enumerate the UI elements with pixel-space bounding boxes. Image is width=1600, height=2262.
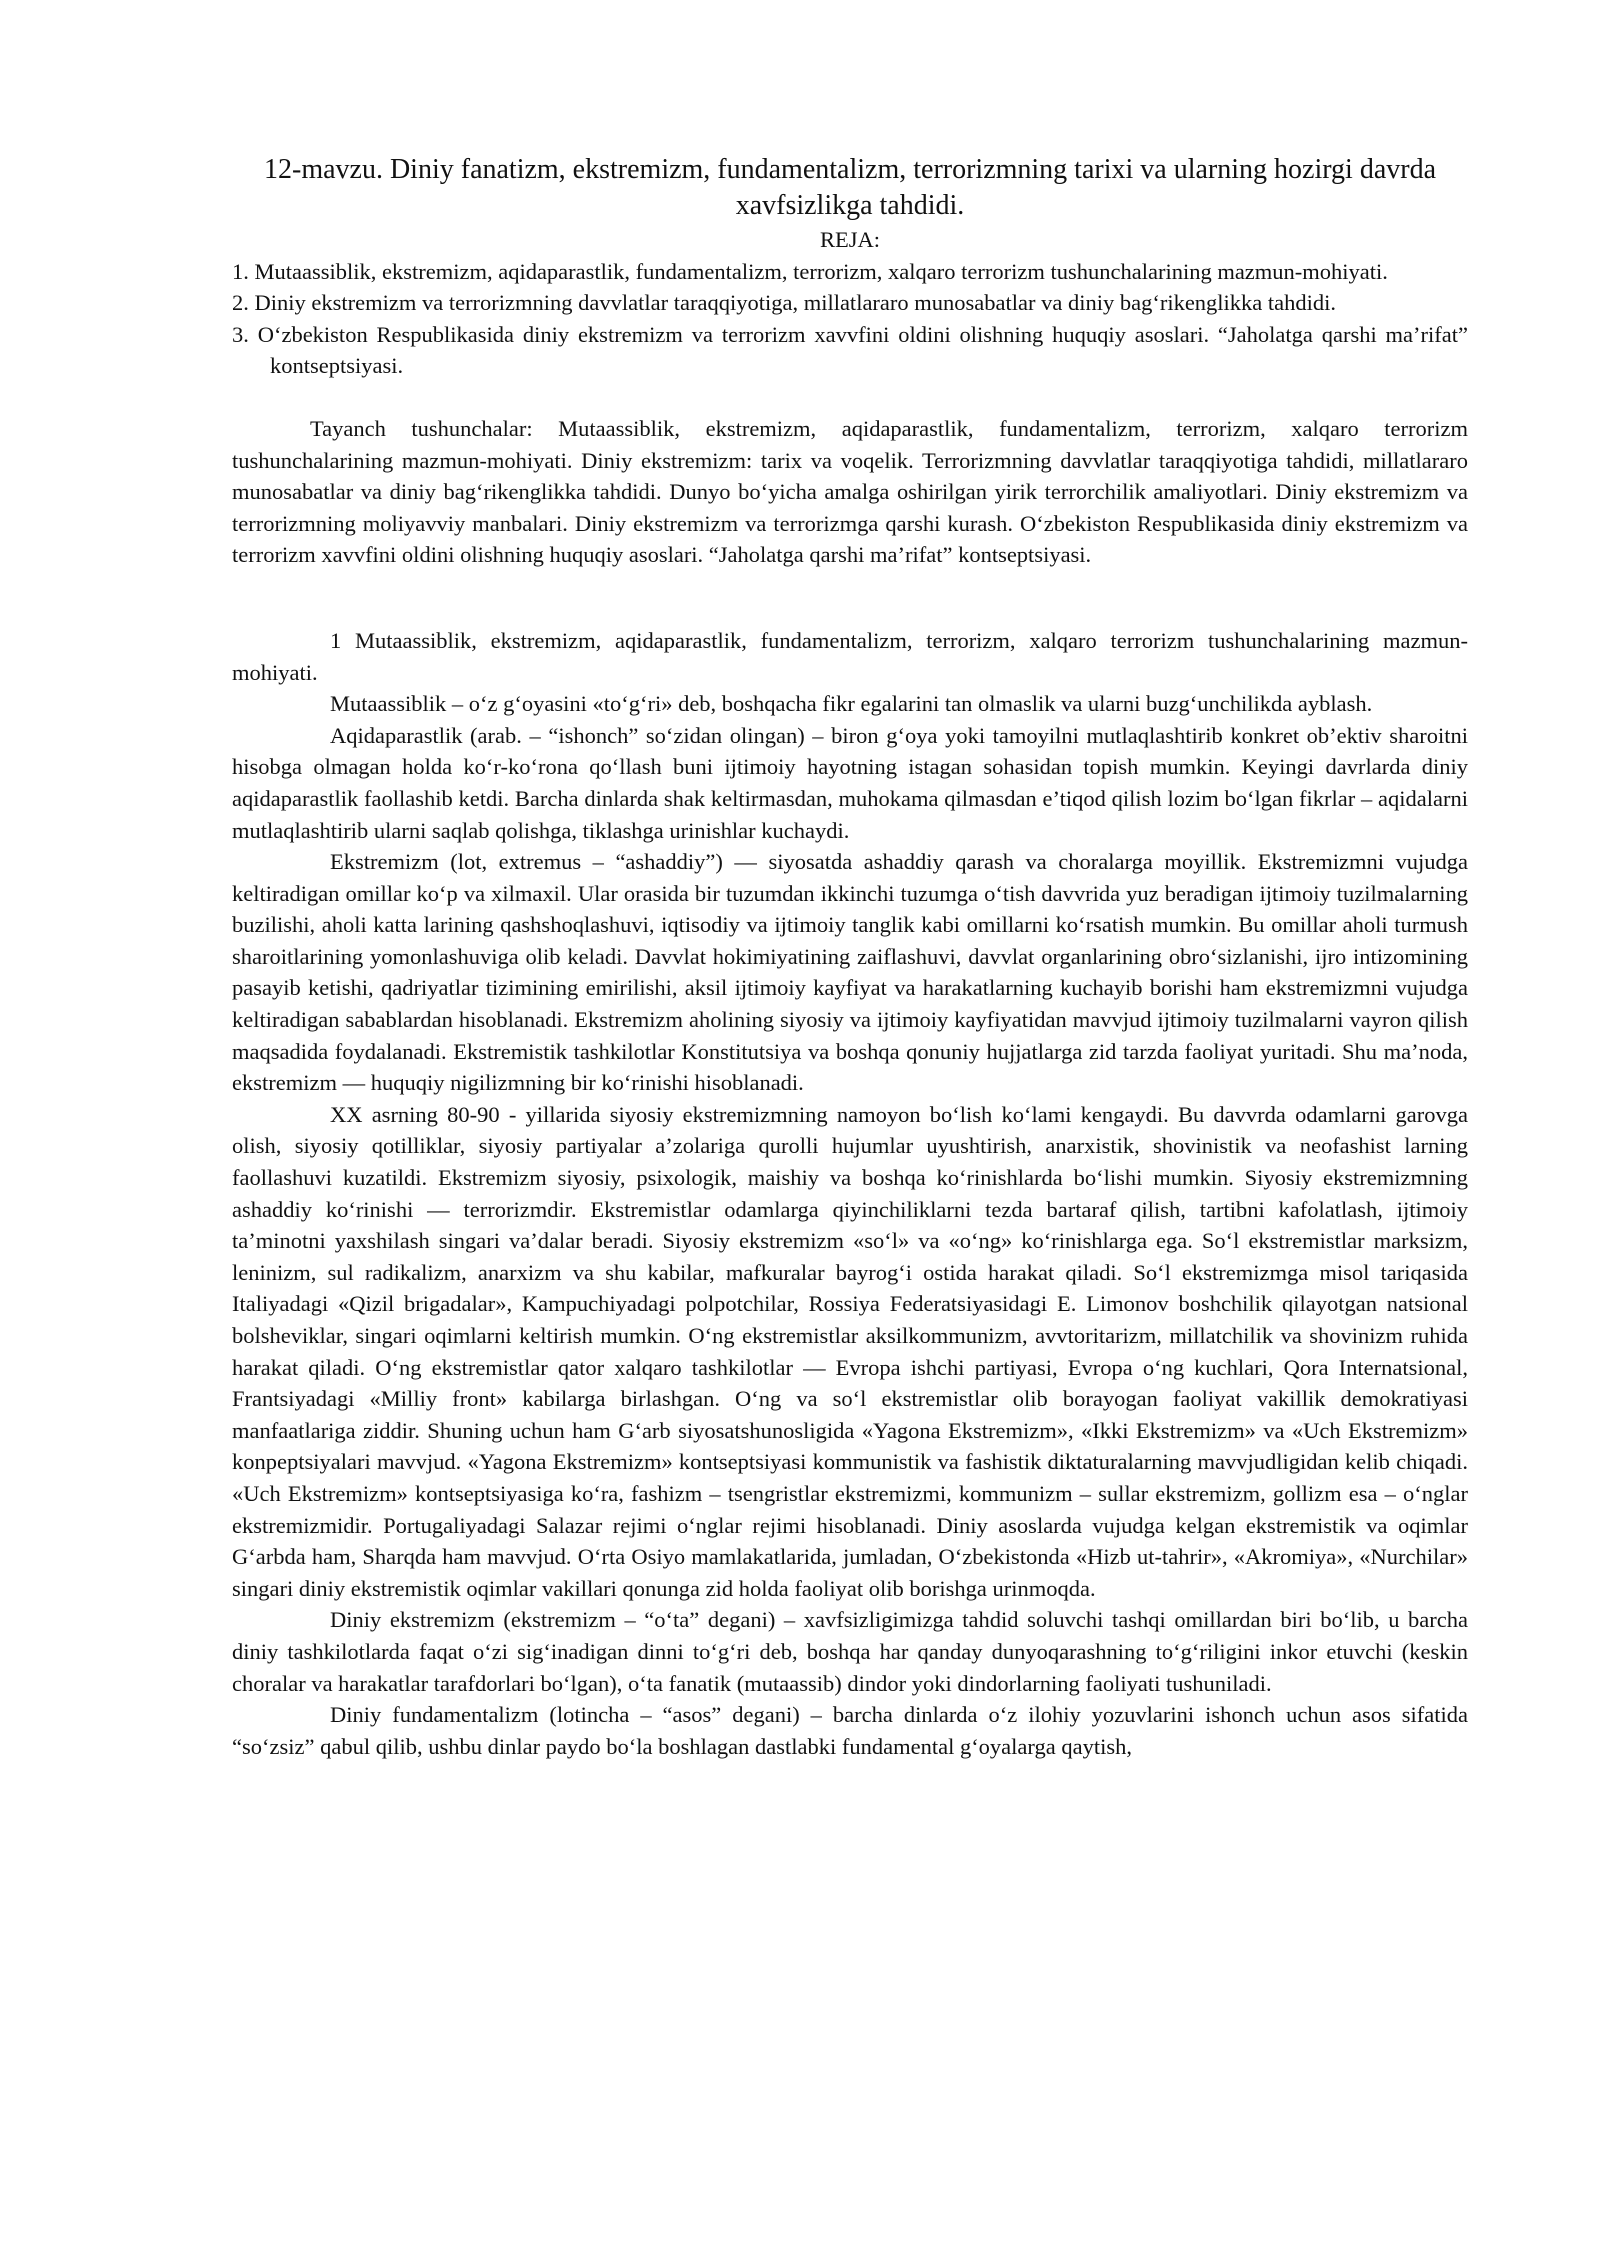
plan-item: 1. Mutaassiblik, ekstremizm, aqidaparastlik, fundamentalizm, terrorizm, xalqaro terrorizm tushunchalarining mazmun-mohiyati. — [232, 258, 1388, 284]
body-paragraph: Diniy ekstremizm (ekstremizm – “o‘ta” degani) – xavfsizligimizga tahdid soluvchi tashqi omillardan biri bo‘lib, u barcha diniy tashkilotlarda faqat o‘zi sig‘inadigan dinni to‘g‘ri deb, boshqa har qanday dunyoqarashning to‘g‘riligini inkor etuvchi (keskin choralar va harakatlar tarafdorlari bo‘lgan), o‘ta fanatik (mutaassib) dindor yoki dindorlarning faoliyati tushuniladi. — [232, 1607, 1468, 1696]
key-concepts-paragraph: Tayanch tushunchalar: Mutaassiblik, ekstremizm, aqidaparastlik, fundamentalizm, terrorizm, xalqaro terrorizm tushunchalarining mazmun-mohiyati. Diniy ekstremizm: tarix va voqelik. Terrorizmning davvlatlar taraqqiyotiga tahdidi, millatlararo munosabatlar va diniy bag‘rikenglikka tahdidi. Dunyo bo‘yicha amalga oshirilgan yirik terrorchilik amaliyotlari. Diniy ekstremizm va terrorizmning moliyavviy manbalari. Diniy ekstremizm va terrorizmga qarshi kurash. O‘zbekiston Respublikasida diniy ekstremizm va terrorizm xavvfini oldini olishning huquqiy asoslari. “Jaholatga qarshi ma’rifat” kontseptsiyasi. — [232, 415, 1468, 568]
body-paragraph: Ekstremizm (lot, extremus – “ashaddiy”) — siyosatda ashaddiy qarash va choralarga moyillik. Ekstremizmni vujudga keltiradigan omillar ko‘p va xilmaxil. Ular orasida bir tuzumdan ikkinchi tuzumga o‘tish davvrida yuz beradigan ijtimoiy tuzilmalarning buzilishi, aholi katta larining qashshoqlashuvi, iqtisodiy va ijtimoiy tanglik kabi omillarni ko‘rsatish mumkin. Bu omillar aholi turmush sharoitlarining yomonlashuviga olib keladi. Davvlat hokimiyatining zaiflashuvi, davvlat organlarining obro‘sizlanishi, ijro intizomining pasayib ketishi, qadriyatlar tizimining emirilishi, aksil ijtimoiy kayfiyat va harakatlarning kuchayib borishi ham ekstremizmni vujudga keltiradigan sabablardan hisoblanadi. Ekstremizm aholining siyosiy va ijtimoiy kayfiyatidan mavvjud ijtimoiy tuzilmalarni vayron qilish maqsadida foydalanadi. Ekstremistik tashkilotlar Konstitutsiya va boshqa qonuniy hujjatlarga zid tarzda faoliyat yuritadi. Shu ma’noda, ekstremizm — huquqiy nigilizmning bir ko‘rinishi hisoblanadi. — [232, 849, 1468, 1096]
section-heading: 1 Mutaassiblik, ekstremizm, aqidaparastlik, fundamentalizm, terrorizm, xalqaro terrorizm tushunchalarining mazmun-mohiyati. — [232, 627, 1468, 685]
document-body — [232, 152, 1468, 1762]
body-paragraph: Aqidaparastlik (arab. – “ishonch” so‘zidan olingan) – biron g‘oya yoki tamoyilni mutlaqlashtirib konkret ob’ektiv sharoitni hisobga olmagan holda ko‘r-ko‘rona qo‘llash buni ijtimoiy hayotning istagan sohasidan topish mumkin. Keyingi davrlarda diniy aqidaparastlik faollashib ketdi. Barcha dinlarda shak keltirmasdan, muhokama qilmasdan e’tiqod qilish lozim bo‘lgan fikrlar – aqidalarni mutlaqlashtirib ularni saqlab qolishga, tiklashga urinishlar kuchaydi. — [232, 722, 1468, 843]
document-title: 12-mavzu. Diniy fanatizm, ekstremizm, fundamentalizm, terrorizmning tarixi va ularning hozirgi davrda xavfsizlikga tahdidi. — [264, 154, 1436, 221]
body-paragraph: Mutaassiblik – o‘z g‘oyasini «to‘g‘ri» deb, boshqacha fikr egalarini tan olmaslik va ularni buzg‘unchilikda ayblash. — [330, 691, 1373, 717]
body-paragraph: Diniy fundamentalizm (lotincha – “asos” degani) – barcha dinlarda o‘z ilohiy yozuvlarini ishonch uchun asos sifatida “so‘zsiz” qabul qilib, ushbu dinlar paydo bo‘la boshlagan dastlabki fundamental g‘oyalarga qaytish, — [232, 1702, 1468, 1759]
body-paragraph: XX asrning 80-90 - yillarida siyosiy ekstremizmning namoyon bo‘lish ko‘lami kengaydi. Bu davvrda odamlarni garovga olish, siyosiy qotilliklar, siyosiy partiyalar a’zolariga qurolli hujumlar uyushtirish, anarxistik, shovinistik va neofashist larning faollashuvi kuzatildi. Ekstremizm siyosiy, psixologik, maishiy va boshqa ko‘rinishlarda bo‘lishi mumkin. Siyosiy ekstremizmning ashaddiy ko‘rinishi — terrorizmdir. Ekstremistlar odamlarga qiyinchiliklarni tezda bartaraf qilish, tartibni kafolatlash, ijtimoiy ta’minotni yaxshilash singari va’dalar beradi. Siyosiy ekstremizm «so‘l» va «o‘ng» ko‘rinishlarga ega. So‘l ekstremistlar marksizm, leninizm, sul radikalizm, anarxizm va shu kabilar, mafkuralar bayrog‘i ostida harakat qiladi. So‘l ekstremizmga misol tariqasida Italiyadagi «Qizil brigadalar», Kampuchiyadagi polpotchilar, Rossiya Federatsiyasidagi E. Limonov boshchilik qilayotgan natsional bolsheviklar, singari oqimlarni keltirish mumkin. O‘ng ekstremistlar aksilkommunizm, avvtoritarizm, millatchilik va shovinizm ruhida harakat qiladi. O‘ng ekstremistlar qator xalqaro tashkilotlar — Evropa ishchi partiyasi, Evropa o‘ng kuchlari, Qora Internatsional, Frantsiyadagi «Milliy front» kabilarga birlashgan. O‘ng va so‘l ekstremistlar olib borayogan faoliyat vakillik demokratiyasi manfaatlariga ziddir. Shuning uchun ham G‘arb siyosatshunosligida «Yagona Ekstremizm», «Ikki Ekstremizm» va «Uch Ekstremizm» konpeptsiyalari mavvjud. «Yagona Ekstremizm» kontseptsiyasi kommunistik va fashistik diktaturalarning mavvjudligidan kelib chiqadi. «Uch Ekstremizm» kontseptsiyasiga ko‘ra, fashizm – tsengristlar ekstremizmi, kommunizm – sullar ekstremizm, gollizm esa – o‘nglar ekstremizmidir. Portugaliyadagi Salazar rejimi o‘nglar rejimi hisoblanadi. Diniy asoslarda vujudga kelgan ekstremistik va oqimlar G‘arbda ham, Sharqda ham mavvjud. O‘rta Osiyo mamlakatlarida, jumladan, O‘zbekistonda «Hizb ut-tahrir», «Akromiya», «Nurchilar» singari diniy ekstremistik oqimlar vakillari qonunga zid holda faoliyat olib borishga urinmoqda. — [232, 1101, 1468, 1601]
plan-heading: REJA: — [819, 227, 880, 252]
plan-list — [232, 256, 1468, 382]
plan-item: 2. Diniy ekstremizm va terrorizmning davvlatlar taraqqiyotiga, millatlararo munosabatlar va diniy bag‘rikenglikka tahdidi. — [232, 290, 1337, 316]
plan-item: 3. O‘zbekiston Respublikasida diniy ekstremizm va terrorizm xavvfini oldini olishning huquqiy asoslari. “Jaholatga qarshi ma’rifat” kontseptsiyasi. — [232, 321, 1468, 379]
